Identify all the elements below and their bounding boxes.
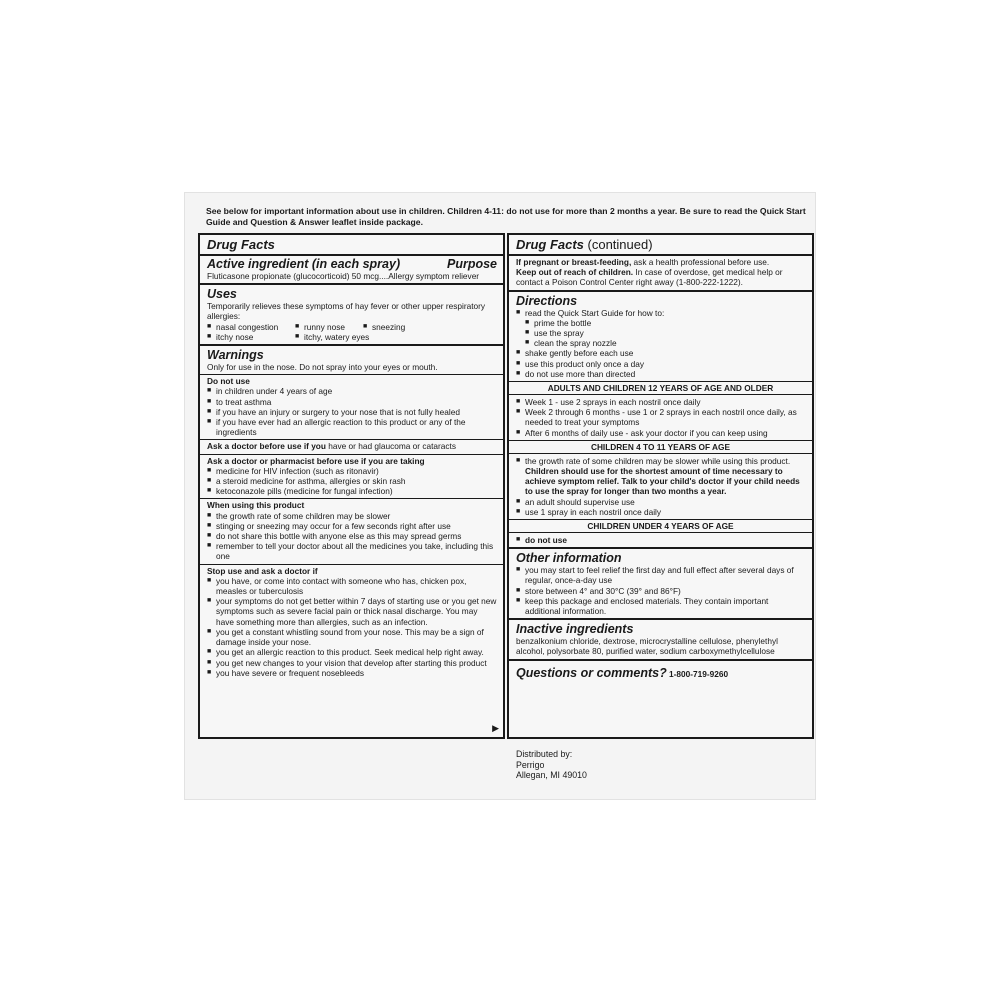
continued-suffix: (continued) (583, 237, 653, 252)
stop-use-item: ■ you get an allergic reaction to this product. Seek medical help right away. (207, 647, 497, 657)
drug-facts-panel-right (507, 233, 814, 739)
continue-arrow-icon: ▶ (492, 723, 499, 733)
adult-direction-item: ■ Week 2 through 6 months - use 1 or 2 sprays in each nostril once daily, as needed to treat your symptoms (516, 407, 806, 427)
adult-direction-item: ■ Week 1 - use 2 sprays in each nostril once daily (516, 397, 806, 407)
children-growth-bold: Children should use for the shortest amount of time necessary to achieve symptom relief. Talk to your child's doctor if your child needs to use the spray for longer than two months a year. (525, 466, 800, 497)
drug-facts-panel-left (198, 233, 505, 739)
use-item: ■ runny nose (295, 322, 363, 332)
drug-facts-continued-section (509, 235, 812, 292)
other-information-section (509, 549, 812, 620)
when-using-item: ■ do not share this bottle with anyone else as this may spread germs (207, 531, 497, 541)
do-not-use-item: ■ if you have ever had an allergic reaction to this product or any of the ingredients (207, 417, 497, 437)
inactive-ingredients-section (509, 620, 812, 660)
pregnancy-warning (516, 257, 806, 267)
use-item: ■ itchy nose (207, 332, 295, 342)
keep-out-rest: In case of overdose, get medical help or contact a Poison Control Center right away (1-800-222-1222). (516, 267, 783, 288)
when-using-item: ■ remember to tell your doctor about all the medicines you take, including this one (207, 541, 497, 561)
warnings-title: Warnings (207, 348, 264, 363)
purpose-heading: Purpose (446, 257, 497, 271)
uses-section (200, 285, 503, 346)
do-not-use-item: ■ if you have an injury or surgery to your nose that is not fully healed (207, 407, 497, 417)
distributor-line: Distributed by: (516, 749, 573, 759)
do-not-use-title: Do not use (207, 376, 250, 387)
children-growth-text: the growth rate of some children may be slower while using this product. (525, 455, 791, 466)
under4-band: CHILDREN UNDER 4 YEARS OF AGE (509, 519, 812, 533)
drug-facts-header (200, 235, 503, 285)
keep-out-bold: Keep out of reach of children. (516, 267, 634, 278)
keep-out-of-reach (516, 267, 806, 287)
children-direction-item: ■ use 1 spray in each nostril once daily (516, 507, 806, 517)
questions-section (509, 661, 812, 685)
pregnancy-bold: If pregnant or breast-feeding, (516, 257, 632, 267)
stop-use-item: ■ you have, or come into contact with someone who has, chicken pox, measles or tuberculosis (207, 576, 497, 596)
stop-use-item: ■ your symptoms do not get better within 7 days of starting use or you get new symptoms such as severe facial pain or thick nasal discharge. You may have something more than allergies, such as an infection. (207, 596, 497, 627)
directions-section (509, 292, 812, 550)
stop-use-item: ■ you have severe or frequent nosebleeds (207, 668, 497, 678)
active-ingredient-text: Fluticasone propionate (glucocorticoid) 50 mcg....Allergy symptom reliever (207, 271, 480, 281)
direction-item: ■ do not use more than directed (516, 369, 806, 379)
uses-intro: Temporarily relieves these symptoms of hay fever or other upper respiratory allergies: (207, 301, 486, 322)
adult-direction-item: ■ After 6 months of daily use - ask your doctor if you can keep using (516, 428, 806, 438)
use-item: ■ sneezing (363, 322, 443, 332)
drug-facts-continued-title (516, 238, 806, 252)
stop-use-item: ■ you get a constant whistling sound from your nose. This may be a sign of damage inside your nose. (207, 627, 497, 647)
distributor-block (516, 749, 587, 781)
use-item: ■ nasal congestion (207, 322, 295, 332)
do-not-use-item: ■ to treat asthma (207, 397, 497, 407)
drug-facts-title-right: Drug Facts (516, 237, 584, 252)
distributor-address: Allegan, MI 49010 (516, 770, 587, 781)
pregnancy-rest: ask a health professional before use. (631, 257, 770, 267)
other-information-title: Other information (516, 551, 622, 566)
ask-doctor-bold: Ask a doctor before use if you (207, 441, 326, 452)
children-direction-item: ■ an adult should supervise use (516, 497, 806, 507)
active-ingredient-heading: Active ingredient (in each spray) (207, 257, 401, 271)
when-using-title: When using this product (207, 500, 305, 511)
stop-use-item: ■ you get new changes to your vision that develop after starting this product (207, 658, 497, 668)
direction-item: ■ clean the spray nozzle (516, 338, 806, 348)
direction-item: ■ use this product only once a day (516, 359, 806, 369)
questions-phone: 1-800-719-9260 (666, 668, 729, 679)
stop-use-title: Stop use and ask a doctor if (207, 565, 318, 576)
distributor-name: Perrigo (516, 759, 545, 770)
directions-title: Directions (516, 293, 578, 308)
inactive-ingredients-title: Inactive ingredients (516, 622, 634, 637)
top-note: See below for important information about use in children. Children 4-11: do not use for more than 2 months a year. Be sure to read the Quick Start Guide and Question & Answer leaflet inside package. (206, 206, 806, 227)
do-not-use-item: ■ in children under 4 years of age (207, 386, 497, 396)
warnings-intro: Only for use in the nose. Do not spray into your eyes or mouth. (207, 362, 438, 373)
drug-facts-title: Drug Facts (207, 237, 275, 252)
ask-doctor-line (200, 439, 503, 451)
direction-item: ■ shake gently before each use (516, 348, 806, 358)
direction-item: ■ use the spray (516, 328, 806, 338)
direction-item: ■ prime the bottle (516, 318, 806, 328)
ask-pharmacist-item: ■ a steroid medicine for asthma, allergies or skin rash (207, 476, 497, 486)
when-using-item: ■ the growth rate of some children may be slower (207, 511, 497, 521)
adults-band: ADULTS AND CHILDREN 12 YEARS OF AGE AND OLDER (509, 381, 812, 395)
when-using-item: ■ stinging or sneezing may occur for a few seconds right after use (207, 521, 497, 531)
under4-item: ■ do not use (516, 535, 806, 545)
warnings-section (200, 346, 503, 680)
other-information-item: ■ keep this package and enclosed materials. They contain important additional information. (516, 596, 806, 616)
questions-title: Questions or comments? (516, 665, 667, 680)
use-item: ■ itchy, watery eyes (295, 332, 443, 342)
direction-item: ■ read the Quick Start Guide for how to: (516, 308, 806, 318)
ask-pharmacist-item: ■ medicine for HIV infection (such as ritonavir) (207, 466, 497, 476)
other-information-item: ■ store between 4° and 30°C (39° and 86°F) (516, 586, 806, 596)
other-information-item: ■ you may start to feel relief the first day and full effect after several days of regular, once-a-day use (516, 565, 806, 585)
ask-pharmacist-title: Ask a doctor or pharmacist before use if you are taking (207, 455, 425, 466)
children-direction-item (516, 456, 806, 497)
children-band: CHILDREN 4 TO 11 YEARS OF AGE (509, 440, 812, 454)
ask-pharmacist-item: ■ ketoconazole pills (medicine for fungal infection) (207, 486, 497, 496)
inactive-ingredients-text: benzalkonium chloride, dextrose, microcrystalline cellulose, phenylethyl alcohol, polysorbate 80, purified water, sodium carboxymethylcellulose (516, 636, 778, 657)
uses-title: Uses (207, 287, 237, 302)
ask-doctor-rest: have or had glaucoma or cataracts (325, 441, 457, 452)
